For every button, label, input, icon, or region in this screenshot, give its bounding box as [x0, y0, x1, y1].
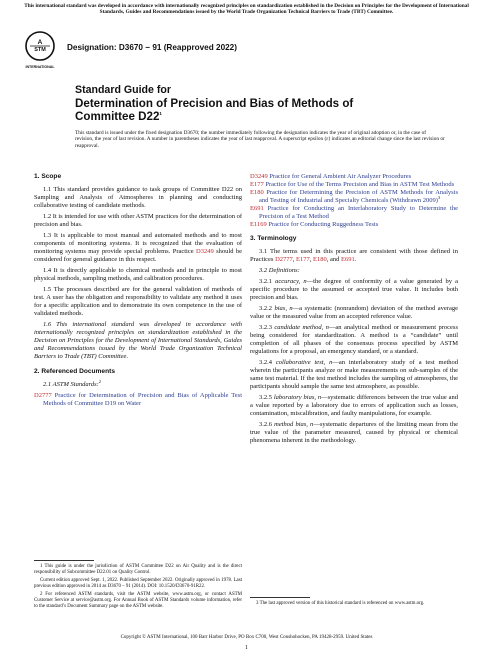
- title-line1: Standard Guide for: [75, 84, 171, 96]
- astm-logo: [24, 30, 56, 72]
- link-e691[interactable]: E691: [341, 256, 355, 263]
- footnote-3-ref: 3: [437, 194, 441, 200]
- para-2-1: 2.1 ASTM Standards:$^2$: [43, 378, 102, 388]
- designation: Designation: D3670 − 91 (Reapproved 2022): [67, 43, 237, 52]
- title-footnote-ref[interactable]: 1: [159, 111, 162, 117]
- para-1-6: 1.6 This international standard was developed in accordance with internationally recognized principles on standardization established in the Decision on Principles for the Development of International Standards, Guides and Recommendations issued by the World Trade Organization Technical Barriers to Trade (TBT) Committee.: [34, 321, 242, 360]
- link-e177[interactable]: E177: [296, 256, 310, 263]
- def-collaborative-test: 3.2.4 collaborative test, n—an interlaboratory study of a test method wherein the participants analyze or make measurements on sub-samples of the same test material. If the test method includes the sampling of atmospheres, the participants should sample the same test atmosphere, as possible.: [250, 359, 459, 390]
- footnote-3: 3 The last approved version of this historical standard is referenced on www.astm.org.: [256, 601, 425, 606]
- def-laboratory-bias: 3.2.5 laboratory bias, n—systematic differences between the true value and a value reported by a laboratory due to errors of application such as losses, contamination, miscalibration, and faulty manipulations, for example.: [250, 394, 459, 417]
- document-title: [75, 84, 353, 123]
- svg-text:A: A: [37, 39, 43, 46]
- footnotes-right: [250, 601, 458, 609]
- page-number: 1: [245, 645, 248, 651]
- footnote-2: 2 For referenced ASTM standards, visit the ASTM website, www.astm.org, or contact ASTM Customer Service at service@astm.org. For Annual Book of ASTM Standards volume information, refer to the standard’s Document Summary page on the ASTM website.: [34, 592, 242, 609]
- ref-e691[interactable]: E691 Practice for Conducting an Interlaboratory Study to Determine the Precision of a Test Method: [250, 205, 458, 220]
- footnote-rule-right: [250, 597, 310, 598]
- ref-d2777[interactable]: D2777 Practice for Determination of Precision and Bias of Applicable Test Methods of Committee D19 on Water: [34, 392, 242, 407]
- para-1-2: 1.2 It is intended for use with other ASTM practices for the determination of precision and bias.: [34, 213, 242, 228]
- title-line3: Committee D22: [75, 110, 160, 123]
- para-3-2: 3.2 Definitions:: [259, 267, 300, 274]
- para-1-4: 1.4 It is directly applicable to chemical methods and in principle to most physical methods, sampling methods, and calibration procedures.: [34, 267, 242, 282]
- left-column: [34, 173, 242, 408]
- footnotes-left: [34, 564, 242, 612]
- copyright-footer: Copyright © ASTM International, 100 Barr Harbor Drive, PO Box C700, West Conshohocken, PA 19428-2959. United States: [120, 635, 373, 640]
- section-scope-heading: 1. Scope: [34, 173, 62, 180]
- para-1-3: 1.3 It is applicable to most manual and automated methods and to most components of monitoring systems. It is recognized that the evaluation of monitoring systems may provide special problems. Practice D3249 should be considered for general guidance in this respect.: [34, 232, 242, 263]
- wto-notice: This international standard was developed in accordance with internationally recognized principles on standardization established in the Decision on Principles for the Development of International Standards, Guides and Recommendations issued by the World Trade Organization Technical Barriers to Trade (TBT) Committee.: [24, 3, 469, 16]
- ref-e180[interactable]: E180 Practice for Determining the Precision of ASTM Methods for Analysis and Testing of Industrial and Specialty Chemicals (Withdrawn 2009)$^3$: [250, 189, 458, 204]
- title-line2: Determination of Precision and Bias of Methods of: [75, 97, 354, 110]
- ref-e1169[interactable]: E1169 Practice for Conducting Ruggedness Tests: [250, 221, 379, 228]
- para-1-1: 1.1 This standard provides guidance to task groups of Committee D22 on Sampling and Analysis of Atmospheres in planning and conducting collaborative testing of candidate methods.: [34, 186, 242, 209]
- def-accuracy: 3.2.1 accuracy, n—the degree of conformity of a value generated by a specific procedure to the assumed or accepted true value. It includes both precision and bias.: [250, 278, 459, 301]
- footnote-1-edition: Current edition approved Sept. 1, 2022. Published September 2022. Originally approved in 1978. Last previous edition approved in 2014 as D3670 – 91 (2014). DOI: 10.1520/D3670-91R22.: [34, 578, 242, 589]
- link-d3249[interactable]: D3249: [196, 248, 214, 255]
- svg-text:STM: STM: [34, 47, 46, 53]
- def-method-bias: 3.2.6 method bias, n—systematic departures of the limiting mean from the true value of the parameter measured, caused by physical or chemical phenomena inherent in the methodology.: [250, 421, 458, 444]
- para-1-5: 1.5 The processes described are for the general validation of methods of test. A user has the obligation and responsibility to validate any method it uses for a specific application and to demonstrate its own competence in the use of validated methods.: [34, 286, 242, 317]
- section-terminology-heading: 3. Terminology: [250, 235, 297, 242]
- ref-e177[interactable]: E177 Practice for Use of the Terms Precision and Bias in ASTM Test Methods: [250, 181, 455, 188]
- logo-text: INTERNATIONAL: [25, 65, 55, 69]
- footnote-rule-left: [34, 560, 94, 561]
- issuance-note: This standard is issued under the fixed designation D3670; the number immediately following the designation indicates the year of original adoption or, in the case of revision, the year of last revision. A number in parentheses indicates the year of last reapproval. A superscript epsilon (ε) indicates an editorial change since the last revision or reapproval.: [75, 130, 445, 149]
- para-3-1: 3.1 The terms used in this practice are consistent with those defined in Practices D2777, E177, E180, and E691.: [250, 248, 458, 263]
- def-candidate-method: 3.2.3 candidate method, n—an analytical method or measurement process being considered for standardization. A method is a “candidate” until completion of all phases of the consensus process specified by ASTM regulations for a proposal, an emergency standard, or a standard.: [250, 324, 458, 355]
- right-column: [250, 173, 458, 448]
- def-bias: 3.2.2 bias, n—a systematic (nonrandom) deviation of the method average value or the measured value from an accepted reference value.: [250, 305, 458, 320]
- ref-d3249[interactable]: D3249 Practice for General Ambient Air Analyzer Procedures: [250, 173, 412, 180]
- link-e180[interactable]: E180: [313, 256, 327, 263]
- link-d2777[interactable]: D2777: [275, 256, 293, 263]
- footnote-1: 1 This guide is under the jurisdiction of ASTM Committee D22 on Air Quality and is the direct responsibility of Subcommittee D22.01 on Quality Control.: [34, 564, 242, 575]
- section-refs-heading: 2. Referenced Documents: [34, 368, 115, 375]
- footnote-2-ref[interactable]: 2: [98, 378, 102, 384]
